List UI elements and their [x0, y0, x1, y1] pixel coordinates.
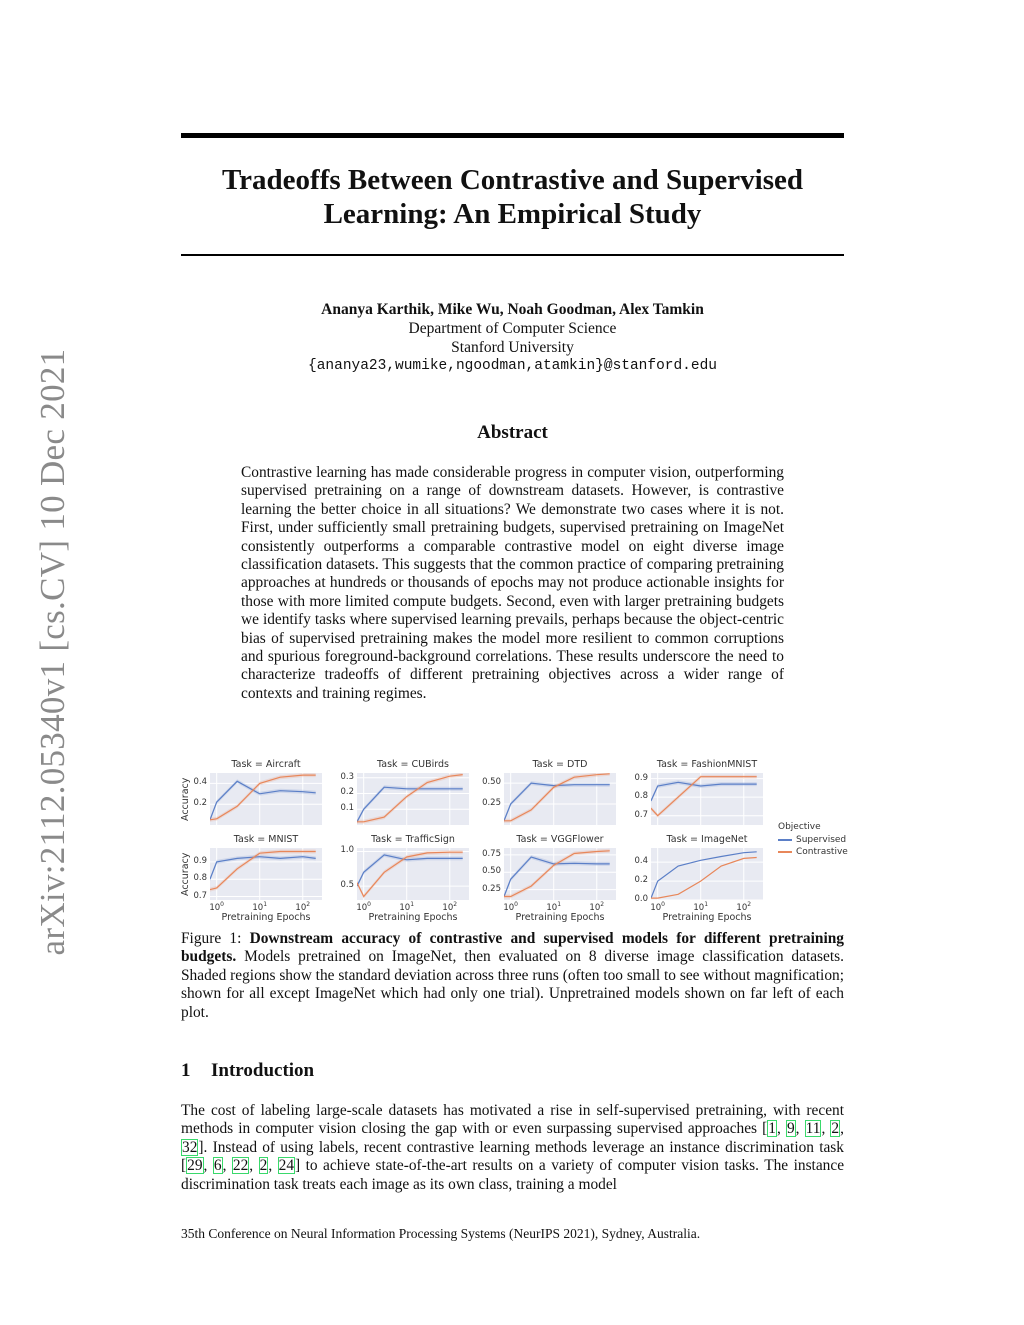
- panel-title: Task = TrafficSign: [371, 834, 455, 845]
- chart-panel: [180, 759, 322, 825]
- plot-area: [357, 773, 469, 825]
- x-tick-base: 10: [736, 902, 748, 913]
- panel-title: Task = CUBirds: [377, 759, 449, 770]
- legend-item: [778, 846, 848, 858]
- y-tick-label: 0.7: [634, 809, 648, 820]
- series-band: [504, 849, 610, 899]
- citation-link[interactable]: 22: [232, 1157, 249, 1175]
- series-line-supervised: [210, 857, 316, 880]
- chart-panel: [634, 759, 763, 825]
- abstract-text: Contrastive learning has made considerable progress in computer vision, outperforming supervised pretraining on a range of downstream datasets. However, is contrastive learning the better choice in all situations? We demonstrate two cases where it is not. First, under sufficiently small pretraining budgets, supervised pretraining on ImageNet consistently outperforms a comparable contrastive model on eight diverse image classification datasets. This suggests that the common practice of comparing pretraining approaches at hundreds or thousands of epochs may not produce actionable insights for those with more limited compute budgets. Second, even with larger pretraining budgets we identify tasks where supervised learning prevails, perhaps because the object-centric bias of supervised pretraining makes the model more resilient to common corruptions and spurious foreground-background correlations. These results underscore the need to characterize tradeoffs of different pretraining objectives across a wider range of contexts and training regimes.: [241, 464, 784, 702]
- plot-area: [504, 848, 616, 900]
- y-tick-label: 0.7: [193, 890, 207, 901]
- legend-title: Objective: [778, 822, 821, 832]
- panel-title: Task = FashionMNIST: [656, 759, 758, 770]
- x-tick-exponent: 1: [557, 901, 562, 908]
- intro-text-a: The cost of labeling large-scale datasets has motivated a rise in self-supervised pretraining, with recent methods in computer vision closing the gap with or even surpassing supervised approaches [: [181, 1102, 844, 1138]
- plot-svg: [357, 773, 469, 825]
- intro-text-c: ] to achieve state-of-the-art results on a variety of computer vision tasks. The instance discrimination task treats each image as its own class, training a model: [181, 1157, 845, 1193]
- plot-area: [651, 848, 763, 900]
- y-tick-label: 0.2: [340, 787, 354, 798]
- introduction-paragraph: [181, 1102, 844, 1194]
- y-tick-label: 0.8: [193, 873, 207, 884]
- x-tick-base: 10: [546, 902, 558, 913]
- section-number: 1: [181, 1060, 191, 1081]
- citation-link[interactable]: 1: [768, 1120, 776, 1138]
- legend-swatch: [778, 839, 792, 841]
- caption-bold: Downstream accuracy of contrastive and supervised models for different pretraining budgets.: [181, 930, 844, 966]
- plot-area: [357, 848, 469, 900]
- legend-swatch: [778, 851, 792, 853]
- y-tick-label: 0.25: [482, 798, 501, 809]
- x-axis-label: Pretraining Epochs: [515, 912, 605, 923]
- title-line-1: Tradeoffs Between Contrastive and Supervised: [221, 164, 804, 196]
- x-axis-label: Pretraining Epochs: [221, 912, 311, 923]
- series-band: [210, 779, 316, 822]
- plot-area: [504, 773, 616, 825]
- citation-link[interactable]: 32: [182, 1138, 198, 1156]
- series-line-contrastive: [651, 858, 757, 899]
- y-tick-label: 0.2: [634, 875, 648, 886]
- section-heading-introduction: [181, 1060, 314, 1082]
- y-tick-label: 0.3: [340, 771, 354, 782]
- conference-footnote: 35th Conference on Neural Information Processing Systems (NeurIPS 2021), Sydney, Australia.: [181, 1226, 701, 1241]
- title-rule-top: [181, 133, 844, 138]
- intro-text-b: ]. Instead of using labels, recent contrastive learning methods leverage an instance discrimination task [: [181, 1138, 844, 1175]
- university: Stanford University: [451, 339, 574, 356]
- x-tick-base: 10: [693, 902, 705, 913]
- x-tick-exponent: 1: [704, 901, 709, 908]
- figure-caption: [181, 930, 844, 1022]
- legend-label: Supervised: [796, 835, 847, 845]
- y-tick-label: 0.50: [482, 777, 501, 788]
- paper-title: [181, 163, 844, 231]
- x-tick-exponent: 2: [453, 901, 458, 908]
- x-tick-base: 10: [356, 902, 368, 913]
- plot-svg: [504, 848, 616, 900]
- title-line-2: Learning: An Empirical Study: [323, 198, 702, 230]
- citation-link[interactable]: 24: [278, 1157, 295, 1175]
- series-line-supervised: [357, 787, 463, 822]
- citation-link[interactable]: 6: [213, 1157, 222, 1175]
- y-tick-label: 0.8: [634, 791, 648, 802]
- x-tick-base: 10: [503, 902, 515, 913]
- figure-1-chart: [176, 760, 848, 925]
- abstract-heading: Abstract: [477, 422, 548, 443]
- chart-panel: [180, 834, 322, 923]
- plot-svg: [210, 848, 322, 900]
- x-axis-label: Pretraining Epochs: [368, 912, 458, 923]
- citation-group-1: 1, 9, 11, 2, 32: [182, 1120, 844, 1156]
- plot-svg: [504, 773, 616, 825]
- panel-title: Task = DTD: [532, 759, 588, 770]
- chart-legend: [778, 822, 848, 858]
- chart-panel: [634, 834, 763, 923]
- y-axis-label: Accuracy: [180, 852, 191, 896]
- citation-group-2: 29, 6, 22, 2, 24: [187, 1157, 295, 1175]
- series-band: [210, 855, 316, 882]
- x-tick-exponent: 1: [263, 901, 268, 908]
- x-tick-base: 10: [650, 902, 662, 913]
- panel-title: Task = Aircraft: [231, 759, 301, 770]
- y-axis-label: Accuracy: [180, 777, 191, 821]
- panel-title: Task = VGGFlower: [516, 834, 604, 845]
- legend-label: Contrastive: [796, 847, 848, 857]
- series-line-contrastive: [504, 774, 610, 821]
- y-tick-label: 0.25: [482, 883, 501, 894]
- chart-panel: [482, 759, 616, 825]
- y-tick-label: 0.75: [482, 848, 501, 859]
- plot-svg: [210, 773, 322, 825]
- y-tick-label: 0.0: [634, 894, 648, 904]
- y-tick-label: 0.4: [634, 856, 648, 867]
- citation-link[interactable]: 2: [831, 1120, 840, 1138]
- plot-svg: [651, 848, 763, 900]
- author-email[interactable]: {ananya23,wumike,ngoodman,atamkin}@stanford.edu: [308, 358, 717, 374]
- y-tick-label: 0.4: [193, 777, 207, 788]
- y-tick-label: 1.0: [340, 845, 354, 856]
- panel-title: Task = ImageNet: [666, 834, 748, 845]
- plot-area: [210, 773, 322, 825]
- citation-link[interactable]: 2: [259, 1157, 268, 1175]
- y-tick-label: 0.50: [482, 866, 501, 877]
- plot-svg: [651, 773, 763, 825]
- x-tick-base: 10: [442, 902, 454, 913]
- legend-item: [778, 834, 848, 846]
- x-tick-base: 10: [295, 902, 307, 913]
- x-tick-exponent: 0: [220, 901, 224, 908]
- x-tick-base: 10: [209, 902, 221, 913]
- x-tick-exponent: 2: [306, 901, 311, 908]
- y-tick-label: 0.9: [634, 772, 648, 783]
- citation-link[interactable]: 9: [786, 1120, 795, 1138]
- plot-area: [210, 848, 322, 900]
- series-line-supervised: [651, 852, 757, 898]
- section-title: Introduction: [211, 1060, 315, 1081]
- caption-rest: Models pretrained on ImageNet, then evaluated on 8 diverse image classification datasets. Shaded regions show the standard deviation across three runs (often too small to see without magnification; shown for all except ImageNet which had only one trial). Unpretrained models shown on far left of each plot.: [181, 948, 844, 1021]
- chart-panel: [340, 834, 469, 923]
- x-axis-label: Pretraining Epochs: [662, 912, 752, 923]
- caption-label: Figure 1:: [181, 930, 242, 947]
- y-tick-label: 0.1: [340, 803, 354, 814]
- arxiv-stamp: arXiv:2112.05340v1 [cs.CV] 10 Dec 2021: [33, 348, 72, 956]
- citation-link[interactable]: 29: [187, 1157, 203, 1175]
- chart-panel: [482, 834, 616, 923]
- plot-svg: [357, 848, 469, 900]
- series-band: [651, 775, 757, 818]
- title-rule-bottom: [181, 254, 844, 256]
- x-tick-exponent: 0: [367, 901, 371, 908]
- x-tick-exponent: 1: [410, 901, 415, 908]
- plot-area: [651, 773, 763, 825]
- x-tick-base: 10: [252, 902, 264, 913]
- x-tick-exponent: 2: [747, 901, 752, 908]
- author-names: Ananya Karthik, Mike Wu, Noah Goodman, Alex Tamkin: [321, 301, 704, 318]
- y-tick-label: 0.2: [193, 798, 207, 809]
- author-block: [181, 300, 844, 376]
- x-tick-base: 10: [399, 902, 411, 913]
- x-tick-exponent: 0: [661, 901, 665, 908]
- x-tick-exponent: 2: [600, 901, 605, 908]
- y-tick-label: 0.5: [340, 880, 354, 891]
- x-tick-base: 10: [589, 902, 601, 913]
- y-tick-label: 0.9: [193, 855, 207, 866]
- chart-panel: [340, 759, 469, 825]
- citation-link[interactable]: 11: [805, 1120, 821, 1138]
- x-tick-exponent: 0: [514, 901, 518, 908]
- department: Department of Computer Science: [408, 320, 617, 337]
- series-band: [210, 773, 316, 822]
- panel-title: Task = MNIST: [233, 834, 299, 845]
